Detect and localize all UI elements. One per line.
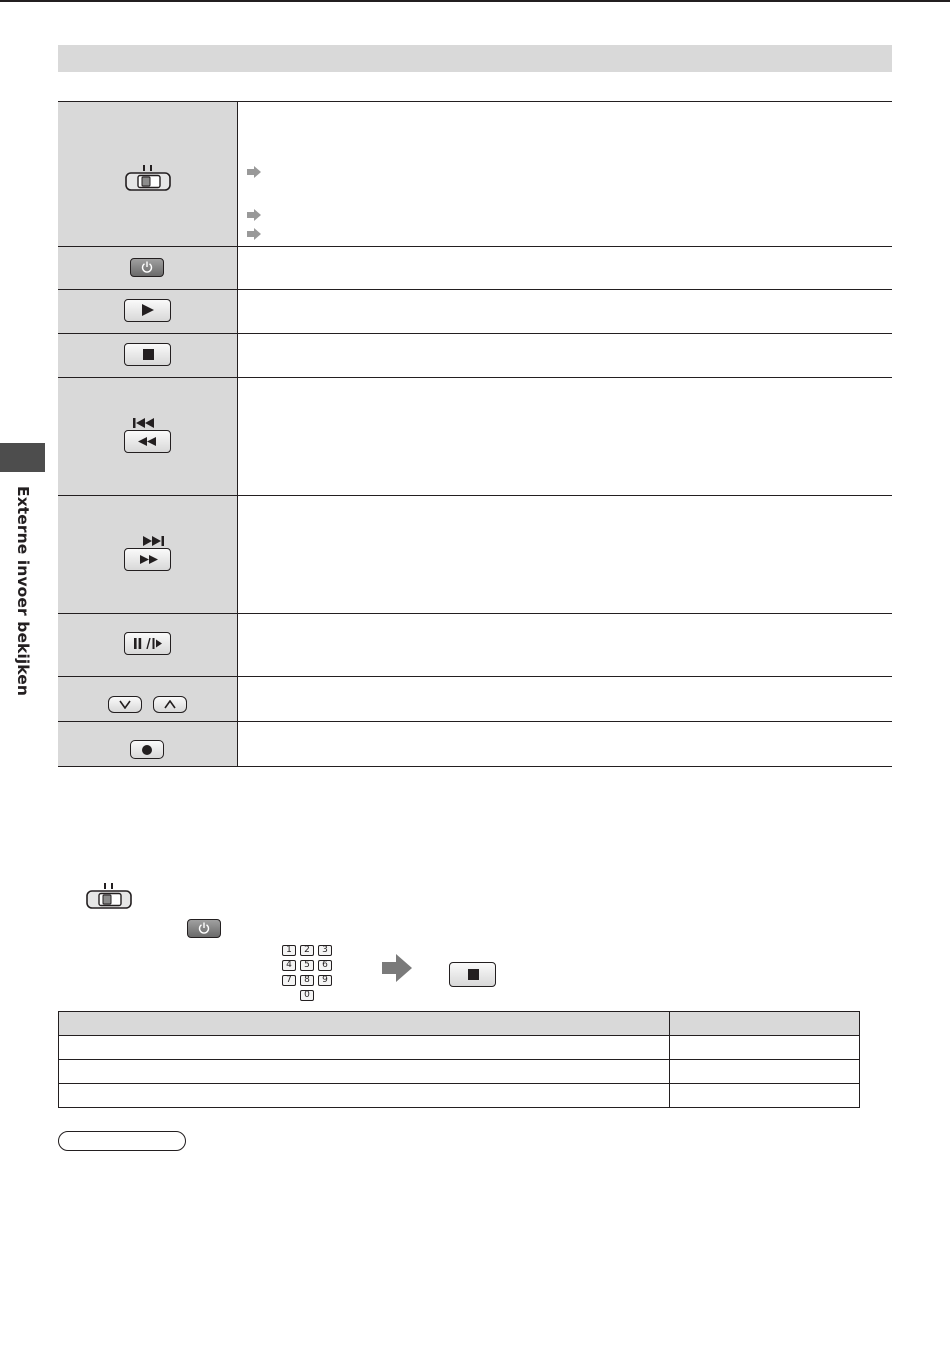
key-3: 3 [318, 945, 332, 956]
stop-button-glyph [124, 343, 171, 366]
table-row [58, 290, 892, 334]
rewind-icon [137, 437, 157, 446]
table-row [58, 378, 892, 496]
table-header-row [59, 1012, 860, 1036]
key-6: 6 [318, 960, 332, 971]
arrow-bullet-icon [247, 228, 261, 240]
numeric-keypad [282, 945, 336, 1001]
icon-cell [58, 290, 238, 333]
table-header-cell [59, 1012, 670, 1036]
description-cell [238, 378, 892, 495]
table-row [59, 1060, 860, 1084]
key-4: 4 [282, 960, 296, 971]
icon-cell [58, 614, 238, 676]
table-row [58, 614, 892, 677]
pause-step-icon [134, 638, 162, 649]
pause-step-button-glyph [124, 632, 171, 655]
key-0: 0 [300, 990, 314, 1001]
record-icon [142, 745, 152, 755]
power-icon [141, 261, 153, 273]
key-8: 8 [300, 975, 314, 986]
skip-forward-icon [142, 536, 164, 546]
chevron-down-icon [119, 700, 131, 709]
rewind-button-glyph [124, 430, 171, 453]
tv-avi-switch-icon [124, 164, 172, 192]
section-header-band [58, 45, 892, 72]
table-cell [59, 1060, 670, 1084]
table-row [58, 496, 892, 614]
skip-back-icon [133, 418, 155, 428]
key-1: 1 [282, 945, 296, 956]
top-rule [0, 0, 950, 2]
big-arrow-icon [382, 954, 412, 982]
remote-control-table [58, 101, 892, 767]
description-cell [238, 496, 892, 613]
table-row [58, 722, 892, 767]
description-cell [238, 290, 892, 333]
table-row [58, 334, 892, 378]
table-row [58, 102, 892, 247]
tv-avi-switch-icon [85, 882, 133, 910]
description-cell [238, 247, 892, 289]
icon-cell [58, 378, 238, 495]
icon-cell [58, 677, 238, 721]
record-button-glyph [130, 740, 164, 759]
table-row [58, 677, 892, 722]
description-cell [238, 722, 892, 766]
icon-cell [58, 334, 238, 377]
stop-icon [143, 349, 154, 360]
table-row [58, 247, 892, 290]
fast-forward-icon [139, 555, 159, 564]
table-row [59, 1084, 860, 1108]
key-5: 5 [300, 960, 314, 971]
table-cell [59, 1036, 670, 1060]
power-icon [198, 922, 210, 934]
side-chapter-label: Externe invoer bekijken [14, 486, 32, 697]
icon-cell [58, 722, 238, 766]
table-cell [670, 1060, 860, 1084]
table-cell [670, 1084, 860, 1108]
icon-cell [58, 102, 238, 246]
description-cell [238, 334, 892, 377]
play-button-glyph [124, 299, 171, 322]
fast-forward-button-glyph [124, 548, 171, 571]
stop-button-glyph [449, 962, 496, 987]
key-2: 2 [300, 945, 314, 956]
description-cell [238, 102, 892, 246]
play-icon [142, 304, 154, 316]
info-table [58, 1011, 860, 1108]
table-cell [59, 1084, 670, 1108]
table-row [59, 1036, 860, 1060]
power-button-glyph [187, 919, 221, 938]
arrow-bullet-icon [247, 166, 261, 178]
channel-up-button-glyph [153, 696, 187, 713]
chevron-up-icon [164, 700, 176, 709]
icon-cell [58, 247, 238, 289]
power-button-glyph [130, 258, 164, 277]
side-chapter-tab [0, 443, 45, 472]
key-7: 7 [282, 975, 296, 986]
icon-cell [58, 496, 238, 613]
note-badge [58, 1131, 186, 1151]
channel-down-button-glyph [108, 696, 142, 713]
stop-icon [468, 969, 479, 980]
key-9: 9 [318, 975, 332, 986]
table-header-cell [670, 1012, 860, 1036]
description-cell [238, 614, 892, 676]
arrow-bullet-icon [247, 209, 261, 221]
description-cell [238, 677, 892, 721]
table-cell [670, 1036, 860, 1060]
